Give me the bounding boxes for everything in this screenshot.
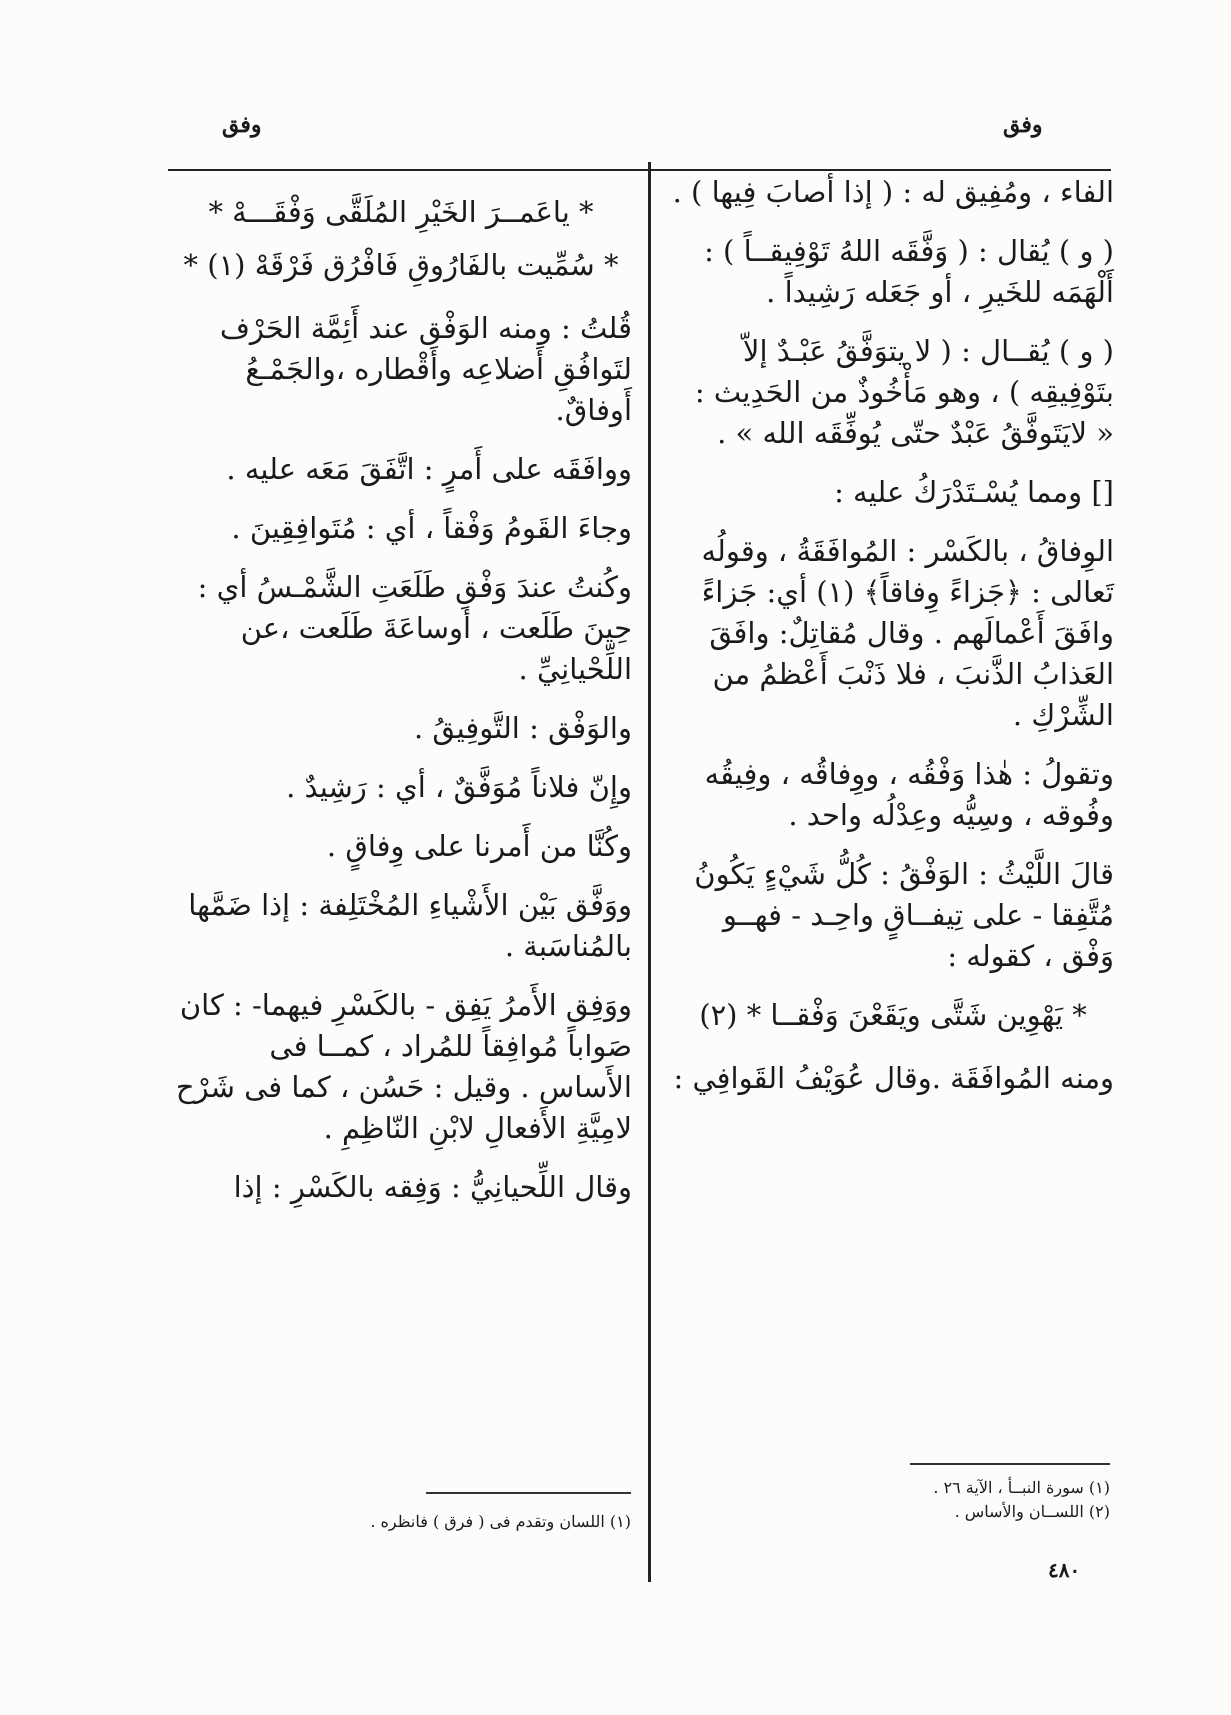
paragraph: وكُنتُ عندَ وَفْقِ طَلَعَتِ الشَّمْـسُ أي : حِينَ طَلَعت ، أوساعَةَ طَلَعت ،عن اللِّحْيانِيِّ . <box>197 570 632 686</box>
right-running-header: وفق <box>1003 112 1043 138</box>
page-number: ٤٨٠ <box>1048 1558 1081 1582</box>
verse-line: * ياعَمــرَ الخَيْرِ المُلَقَّى وَفْقَـــهْ * <box>208 195 594 229</box>
paragraph: وقال اللِّحيانِيُّ : وَفِقه بالكَسْرِ : إذا <box>233 1170 632 1204</box>
paragraph: ومنه المُوافَقَة .وقال عُوَيْفُ القَوافِي : <box>673 1061 1114 1095</box>
paragraph: ووَفِق الأَمرُ يَفِق - بالكَسْرِ فيهما- : كان صَواباً مُوافِقاً للمُراد ، كمــا فى الأَساس . وقيل : حَسُن ، كما فى شَرْح لامِيَّةِ الأَفعالِ لابْنِ النّاظِمِ . <box>175 988 632 1145</box>
paragraph: وتقولُ : هٰذا وَفْقُه ، ووِفاقُه ، وفِيقُه وفُوقه ، وسِيُّه وعِدْلُه واحد . <box>704 757 1114 832</box>
left-running-header: وفق <box>222 112 262 138</box>
paragraph: وجاءَ القَومُ وَفْقاً ، أي : مُتَوافِقِينَ . <box>231 511 632 545</box>
paragraph: وكُنَّا من أَمرنا على وِفاقٍ . <box>326 829 632 863</box>
left-footnotes <box>300 1510 631 1534</box>
left-column <box>170 192 632 1226</box>
right-column <box>672 172 1114 1117</box>
paragraph: ووافَقَه على أَمرٍ : اتَّفَقَ مَعَه عليه . <box>226 452 632 486</box>
paragraph: وإِنّ فلاناً مُوَفَّقٌ ، أي : رَشِيدٌ . <box>286 770 632 804</box>
right-footnotes <box>800 1476 1110 1524</box>
paragraph: ووَفَّق بَيْن الأَشْياءِ المُخْتَلِفة : إذا ضَمَّها بالمُناسَبة . <box>188 888 632 963</box>
footnote: (٢) اللســان والأساس . <box>954 1502 1110 1521</box>
footnote-rule-right <box>910 1463 1110 1465</box>
footnote-rule-left <box>426 1492 631 1494</box>
addendum-heading: [] ومما يُسْـتَدْرَكُ عليه : <box>834 475 1114 509</box>
paragraph: الوِفاقُ ، بالكَسْر : المُوافَقَةُ ، وقولُه تَعالى : ﴿جَزاءً وِفاقاً﴾ (١) أي: جَزاءً وافَقَ أَعْمالَهم . وقال مُقاتِلٌ: وافَقَ العَذابُ الذَّنبَ ، فلا ذَنْبَ أَعْظمُ من الشِّرْكِ . <box>701 534 1114 732</box>
paragraph: ( و ) يُقال : ( وَفَّقَه اللهُ تَوْفِيقــاً ) : أَلْهَمَه للخَيرِ ، أو جَعَله رَشِيداً . <box>704 234 1114 309</box>
column-divider <box>648 162 651 1582</box>
verse-line: * يَهْوِين شَتَّى ويَقَعْنَ وَفْقــا * (٢) <box>699 998 1087 1032</box>
footnote: (١) اللسان وتقدم فى ( فرق ) فانظره . <box>370 1512 631 1531</box>
verse-line: * سُمِّيت بالفَارُوقِ فَافْرُق فَرْقَهْ (١) * <box>183 248 619 282</box>
header-rule <box>168 169 1111 171</box>
paragraph: قُلتُ : ومنه الوَفْق عند أَئِمَّة الحَرْف لتَوافُقِ أَضلاعِه وأَقْطاره ،والجَمْـعُ أَوفاقٌ. <box>219 311 632 427</box>
paragraph: الفاء ، ومُفِيق له : ( إذا أصابَ فِيها ) . <box>672 175 1114 209</box>
footnote: (١) سورة النبــأ ، الآية ٢٦ . <box>933 1478 1110 1497</box>
paragraph: والوَفْق : التَّوفِيقُ . <box>414 711 632 745</box>
paragraph: ( و ) يُقــال : ( لا يتوَفَّقُ عَبْـدٌ إلاّ بتَوْفِيقِه ) ، وهو مَأْخُوذٌ من الحَدِيث : « لايَتَوفَّقُ عَبْدٌ حتّى يُوفِّقَه الله » . <box>694 334 1114 450</box>
paragraph: قالَ اللَّيْثُ : الوَفْقُ : كُلُّ شَيْءٍ يَكُونُ مُتَّفِقا - على تِيفــاقٍ واحِـد - فهــو وَفْق ، كقوله : <box>694 857 1114 973</box>
